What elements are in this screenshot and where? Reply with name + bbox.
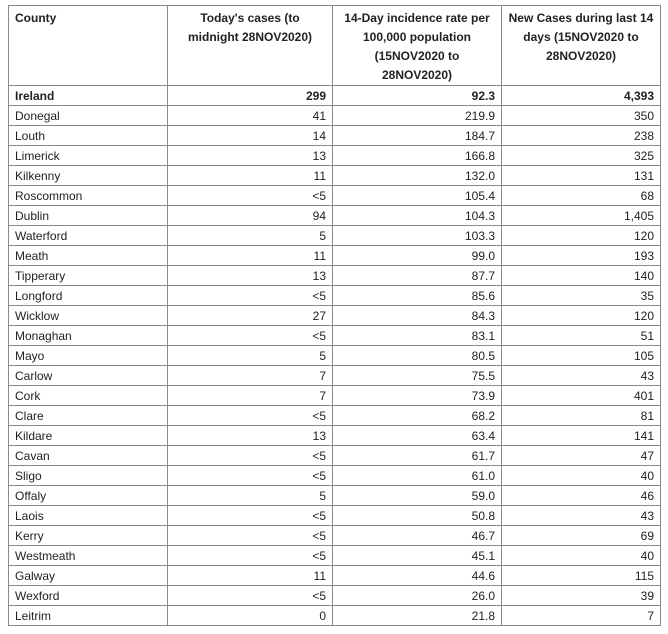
table-body	[9, 86, 661, 626]
todays-cases-cell: 14	[168, 126, 333, 146]
todays-cases-cell: 5	[168, 226, 333, 246]
incidence-rate-cell: 73.9	[333, 386, 502, 406]
new-cases-cell: 193	[502, 246, 661, 266]
table-row	[9, 586, 661, 606]
incidence-rate-cell: 44.6	[333, 566, 502, 586]
todays-cases-cell: <5	[168, 446, 333, 466]
county-cell: Westmeath	[9, 546, 168, 566]
county-cell: Cavan	[9, 446, 168, 466]
county-cell: Offaly	[9, 486, 168, 506]
table-row	[9, 246, 661, 266]
table-row	[9, 166, 661, 186]
county-cell: Wicklow	[9, 306, 168, 326]
county-cell: Louth	[9, 126, 168, 146]
county-cell: Kildare	[9, 426, 168, 446]
county-cell: Galway	[9, 566, 168, 586]
county-cell: Roscommon	[9, 186, 168, 206]
new-cases-cell: 325	[502, 146, 661, 166]
todays-cases-cell: 13	[168, 146, 333, 166]
todays-cases-cell: 13	[168, 426, 333, 446]
table-row	[9, 286, 661, 306]
county-cell: Mayo	[9, 346, 168, 366]
todays-cases-cell: 41	[168, 106, 333, 126]
todays-cases-cell: <5	[168, 406, 333, 426]
todays-cases-cell: 7	[168, 366, 333, 386]
county-cell: Wexford	[9, 586, 168, 606]
county-cell: Limerick	[9, 146, 168, 166]
table-row	[9, 546, 661, 566]
county-cell: Longford	[9, 286, 168, 306]
new-cases-cell: 238	[502, 126, 661, 146]
incidence-rate-cell: 184.7	[333, 126, 502, 146]
todays-cases-cell: 0	[168, 606, 333, 626]
column-header-county: County	[9, 6, 168, 86]
new-cases-cell: 120	[502, 226, 661, 246]
table-row	[9, 126, 661, 146]
county-cell: Meath	[9, 246, 168, 266]
table-row	[9, 306, 661, 326]
new-cases-cell: 105	[502, 346, 661, 366]
todays-cases-cell: 13	[168, 266, 333, 286]
todays-cases-cell: <5	[168, 506, 333, 526]
table-row	[9, 326, 661, 346]
table-row	[9, 426, 661, 446]
table-row	[9, 506, 661, 526]
table-row	[9, 486, 661, 506]
table-row	[9, 526, 661, 546]
column-header-new-cases-14-days: New Cases during last 14 days (15NOV2020 to 28NOV2020)	[502, 6, 661, 86]
incidence-rate-cell: 61.7	[333, 446, 502, 466]
incidence-rate-cell: 61.0	[333, 466, 502, 486]
todays-cases-cell: 94	[168, 206, 333, 226]
new-cases-cell: 115	[502, 566, 661, 586]
todays-cases-cell: 11	[168, 566, 333, 586]
table-row	[9, 206, 661, 226]
table-row	[9, 566, 661, 586]
new-cases-cell: 1,405	[502, 206, 661, 226]
table-row	[9, 146, 661, 166]
table-row	[9, 346, 661, 366]
new-cases-cell: 131	[502, 166, 661, 186]
todays-cases-cell: <5	[168, 466, 333, 486]
incidence-rate-cell: 80.5	[333, 346, 502, 366]
todays-cases-cell: 299	[168, 86, 333, 106]
county-cell: Dublin	[9, 206, 168, 226]
new-cases-cell: 46	[502, 486, 661, 506]
county-cell: Donegal	[9, 106, 168, 126]
table-row	[9, 186, 661, 206]
column-header-todays-cases: Today's cases (to midnight 28NOV2020)	[168, 6, 333, 86]
new-cases-cell: 43	[502, 366, 661, 386]
county-cell: Sligo	[9, 466, 168, 486]
column-header-incidence-rate: 14-Day incidence rate per 100,000 population (15NOV2020 to 28NOV2020)	[333, 6, 502, 86]
new-cases-cell: 51	[502, 326, 661, 346]
incidence-rate-cell: 26.0	[333, 586, 502, 606]
incidence-rate-cell: 46.7	[333, 526, 502, 546]
incidence-rate-cell: 75.5	[333, 366, 502, 386]
table-row	[9, 606, 661, 626]
new-cases-cell: 40	[502, 466, 661, 486]
incidence-rate-cell: 87.7	[333, 266, 502, 286]
table-row	[9, 226, 661, 246]
table-container	[8, 5, 661, 626]
new-cases-cell: 69	[502, 526, 661, 546]
todays-cases-cell: <5	[168, 546, 333, 566]
county-cell: Carlow	[9, 366, 168, 386]
incidence-rate-cell: 84.3	[333, 306, 502, 326]
incidence-rate-cell: 85.6	[333, 286, 502, 306]
county-cell: Tipperary	[9, 266, 168, 286]
county-cell: Waterford	[9, 226, 168, 246]
table-row	[9, 466, 661, 486]
county-cell: Laois	[9, 506, 168, 526]
county-cell: Monaghan	[9, 326, 168, 346]
incidence-rate-cell: 103.3	[333, 226, 502, 246]
new-cases-cell: 141	[502, 426, 661, 446]
todays-cases-cell: <5	[168, 586, 333, 606]
todays-cases-cell: 11	[168, 246, 333, 266]
header-row	[9, 6, 661, 86]
todays-cases-cell: 27	[168, 306, 333, 326]
new-cases-cell: 68	[502, 186, 661, 206]
incidence-rate-cell: 50.8	[333, 506, 502, 526]
table-row	[9, 406, 661, 426]
new-cases-cell: 47	[502, 446, 661, 466]
new-cases-cell: 4,393	[502, 86, 661, 106]
todays-cases-cell: 7	[168, 386, 333, 406]
new-cases-cell: 43	[502, 506, 661, 526]
todays-cases-cell: <5	[168, 526, 333, 546]
todays-cases-cell: 5	[168, 346, 333, 366]
todays-cases-cell: <5	[168, 326, 333, 346]
county-cell: Kerry	[9, 526, 168, 546]
incidence-rate-cell: 132.0	[333, 166, 502, 186]
county-cases-table	[8, 5, 661, 626]
incidence-rate-cell: 99.0	[333, 246, 502, 266]
table-row	[9, 366, 661, 386]
todays-cases-cell: <5	[168, 186, 333, 206]
table-row	[9, 386, 661, 406]
incidence-rate-cell: 59.0	[333, 486, 502, 506]
incidence-rate-cell: 83.1	[333, 326, 502, 346]
table-row	[9, 446, 661, 466]
new-cases-cell: 350	[502, 106, 661, 126]
incidence-rate-cell: 105.4	[333, 186, 502, 206]
incidence-rate-cell: 219.9	[333, 106, 502, 126]
county-cell: Ireland	[9, 86, 168, 106]
incidence-rate-cell: 21.8	[333, 606, 502, 626]
table-row	[9, 106, 661, 126]
incidence-rate-cell: 166.8	[333, 146, 502, 166]
incidence-rate-cell: 92.3	[333, 86, 502, 106]
todays-cases-cell: 11	[168, 166, 333, 186]
incidence-rate-cell: 63.4	[333, 426, 502, 446]
new-cases-cell: 120	[502, 306, 661, 326]
todays-cases-cell: <5	[168, 286, 333, 306]
incidence-rate-cell: 45.1	[333, 546, 502, 566]
new-cases-cell: 140	[502, 266, 661, 286]
new-cases-cell: 40	[502, 546, 661, 566]
new-cases-cell: 401	[502, 386, 661, 406]
county-cell: Clare	[9, 406, 168, 426]
incidence-rate-cell: 104.3	[333, 206, 502, 226]
incidence-rate-cell: 68.2	[333, 406, 502, 426]
new-cases-cell: 39	[502, 586, 661, 606]
new-cases-cell: 35	[502, 286, 661, 306]
todays-cases-cell: 5	[168, 486, 333, 506]
new-cases-cell: 7	[502, 606, 661, 626]
table-row	[9, 266, 661, 286]
table-row-total	[9, 86, 661, 106]
county-cell: Cork	[9, 386, 168, 406]
new-cases-cell: 81	[502, 406, 661, 426]
county-cell: Leitrim	[9, 606, 168, 626]
county-cell: Kilkenny	[9, 166, 168, 186]
